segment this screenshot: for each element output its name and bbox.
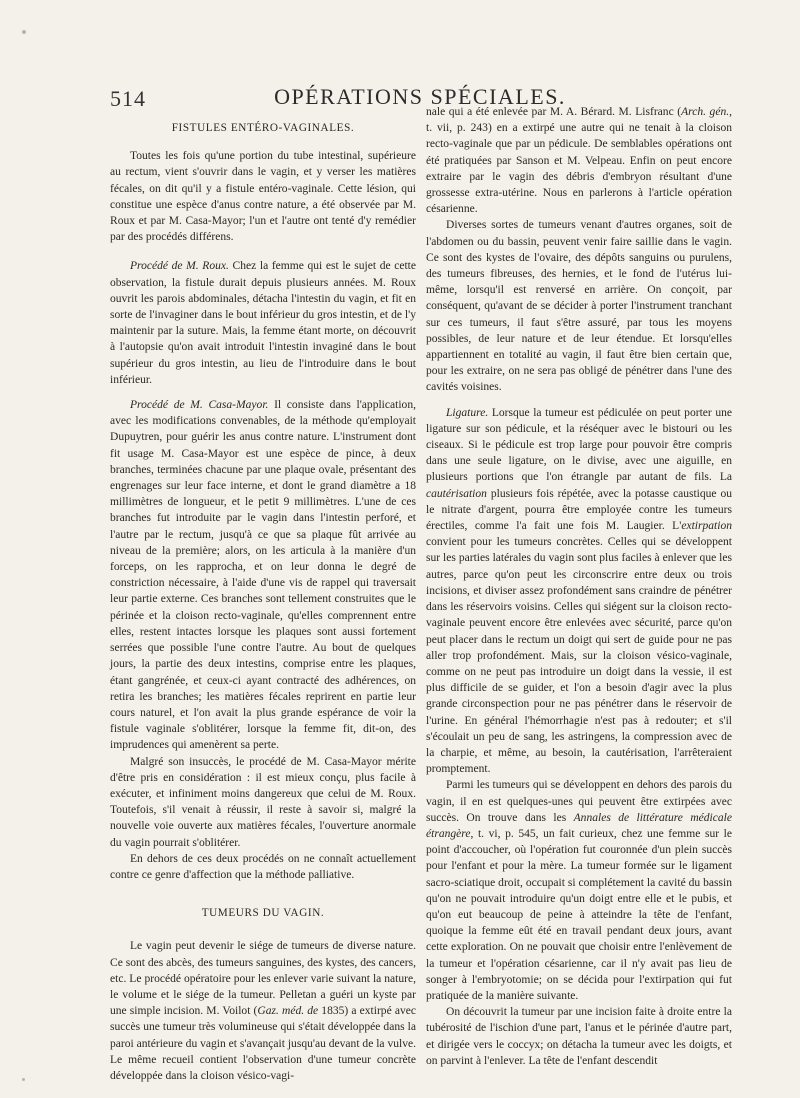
paragraph: nale qui a été enlevée par M. A. Bérard. M. Lisfranc (Arch. gén., t. vii, p. 243) en a extirpé une autre qui ne tenait à la cloison recto-vaginale que par un pédicule. De semblables opérations ont été pratiquées par Sanson et M. Velpeau. Enfin on peut encore extraire par le vagin des débris d'embryon résultant d'une grossesse extra-utérine. Nous en parlerons à l'article opération césarienne. [426,106,732,216]
citation: Annales de littérature médicale étrangère [426,811,732,840]
paragraph: Toutes les fois qu'une portion du tube intestinal, supérieure au rectum, vient s'ouvrir dans le vagin, et y verser les matières fécales, on dit qu'il y a fistule entéro-vaginale. Cette lésion, qui constitue une espèce d'anus contre nature, a été observée par M. Roux et par M. Casa-Mayor; l'un et l'autre ont tenté d'y remédier par des procédés différens. [110,150,416,244]
right-column [426,104,732,1069]
procedure-title: Procédé de M. Roux. [130,260,229,273]
paragraph: Procédé de M. Casa-Mayor. Il consiste dans l'application, avec les modifications convenables, de la méthode qu'employait Dupuytren, pour guérir les anus contre nature. L'instrument dont fit usage M. Casa-Mayor est une espèce de pince, à deux branches, terminées chacune par une plaque ovale, présentant des engrenages sur leur face interne, et dont le grand diamètre a 18 millimètres de longueur, et le petit 9 millimètres. L'une de ces branches fut introduite par le vagin dans l'intestin perforé, et l'autre par le rectum, jusqu'à ce que sa plaque fût arrivée au niveau de la première; alors, on les articula à la manière d'un forceps, on les rapprocha, et on leur donna le degré de constriction nécessaire, à l'aide d'une vis de rappel qui traversait leur partie externe. Ces branches sont tellement construites que le périnée et la cloison recto-vaginale, qu'elles comprennent entre elles, restent intactes lorsque les plaques sont aussi fortement serrées que possible l'une contre l'autre. Au bout de quelques jours, la partie des deux intestins, comprise entre les plaques, étant gangrénée, et ceux-ci ayant contracté des adhérences, on retira les branches; les matières fécales reprirent en partie leur cours naturel, et l'on avait la plus grande espérance de voir la fistule vaginale s'oblitérer, lorsque la femme fit, dit-on, des imprudences qui amenèrent sa perte. [110,399,416,752]
paragraph: En dehors de ces deux procédés on ne connaît actuellement contre ce genre d'affection que la méthode palliative. [110,852,416,881]
paper-speck [22,30,26,34]
paragraph: Procédé de M. Roux. Chez la femme qui est le sujet de cette observation, la fistule durait depuis plusieurs années. M. Roux ouvrit les parois abdominales, détacha l'intestin du vagin, et fit en sorte de l'invaginer dans le bout inférieur du gros intestin, et de l'y maintenir par la suture. Mais, la femme étant morte, on découvrit à l'autopsie qu'on avait introduit l'intestin invaginé dans le bout supérieur du gros intestin, au lieu de l'introduire dans le bout inférieur. [110,260,417,386]
term: cautérisation [426,487,487,500]
left-column [110,120,416,1084]
paragraph: Ligature. Lorsque la tumeur est pédiculée on peut porter une ligature sur son pédicule, et la réséquer avec le bistouri ou les ciseaux. Si le pédicule est trop large pour pouvoir être compris dans une seule ligature, on le divise, avec une aiguille, en plusieurs portions que l'on étrangle par autant de fils. La cautérisation plusieurs fois répétée, avec la potasse caustique ou le nitrate d'argent, pourra être employée contre les tumeurs érectiles, comme l'a fait une fois M. Laugier. L'extirpation convient pour les tumeurs concrètes. Celles qui se développent sur les parties latérales du vagin sont plus faciles à enlever que les autres, parce qu'on peut les circonscrire entre deux ou trois incisions, et diviser assez profondément sans craindre de pénétrer dans les réservoirs voisins. Celles qui siégent sur la cloison recto-vaginale peuvent encore être enlevées avec sécurité, parce qu'on peut placer dans le rectum un doigt qui sert de guide pour ne pas aller trop profondément. Mais, sur la cloison vésico-vaginale, comme on ne peut pas introduire un doigt dans la vessie, il est plus difficile de se guider, et l'on a besoin d'agir avec la plus grande circonspection pour ne pas pénétrer dans le réservoir de l'urine. En général l'hémorrhagie n'est pas à redouter; et s'il s'écoulait un peu de sang, les astringens, la compression avec de la charpie, et même, au besoin, la cautérisation, l'arrêteraient promptement. [426,406,732,776]
citation: Gaz. méd. de [257,1005,319,1018]
paragraph: Diverses sortes de tumeurs venant d'autres organes, soit de l'abdomen ou du bassin, peuvent venir faire saillie dans le vagin. Ce sont des kystes de l'ovaire, des dépôts sanguins ou purulens, des tumeurs fibreuses, des hernies, et le fond de l'utérus lui-même, lorsqu'il est renversé en arrière. On conçoit, par conséquent, qu'avant de se décider à porter l'instrument tranchant sur ces tumeurs, il faut s'être assuré, par tous les moyens possibles, de leur nature et de leur étendue. Et lorsqu'elles appartiennent en totalité au vagin, il faut être bien certain que, pour les extraire, on ne sera pas obligé de pénétrer dans l'une des cavités voisines. [426,219,732,394]
paragraph: On découvrit la tumeur par une incision faite à droite entre la tubérosité de l'ischion d'une part, l'anus et le périnée d'autre part, et dirigée vers le coccyx; on détacha la tumeur avec les doigts, et on parvint à l'enlever. La tête de l'enfant descendit [426,1006,732,1067]
procedure-title: Procédé de M. Casa-Mayor. [130,399,269,412]
procedure-title: Ligature. [446,406,489,419]
paragraph: Parmi les tumeurs qui se développent en dehors des parois du vagin, il en est quelques-unes qui peuvent être extirpées avec succès. On trouve dans les Annales de littérature médicale étrangère, t. vi, p. 545, un fait curieux, chez une femme sur le point d'accoucher, où l'opération fut couronnée d'un plein succès pour l'enfant et pour la mère. La tumeur formée sur le ligament sacro-sciatique droit, occupait si complétement la cavité du bassin qu'on ne pouvait introduire qu'un doigt entre elle et le pubis, et qu'on eut beaucoup de peine à atteindre la tête de l'enfant, quoique la femme eût été en travail pendant deux jours, avant cette exploration. On ne pouvait que choisir entre l'enlèvement de la tumeur et l'opération césarienne, car il n'y avait pas lieu de songer à l'embryotomie; on se décida pour l'extirpation qui fut pratiquée de la manière suivante. [426,779,732,1002]
citation: Arch. gén. [681,106,730,118]
term: extirpation [681,520,732,533]
paragraph: Malgré son insuccès, le procédé de M. Casa-Mayor mérite d'être pris en considération : il est mieux conçu, plus facile à exécuter, et infiniment moins dangereux que celui de M. Roux. Toutefois, s'il venait à réussir, il reste à savoir si, malgré la nouvelle voie ouverte aux matières fécales, l'ouverture anormale du vagin pourrait s'oblitérer. [110,755,416,849]
page-title: OPÉRATIONS SPÉCIALES. [274,84,566,109]
paper-speck [22,1078,25,1081]
section-heading-fistules: FISTULES ENTÉRO-VAGINALES. [171,122,355,134]
section-heading-tumeurs: TUMEURS DU VAGIN. [201,907,325,920]
paragraph: Le vagin peut devenir le siége de tumeurs de diverse nature. Ce sont des abcès, des tumeurs sanguines, des kystes, des cancers, etc. Le procédé opératoire pour les enlever varie suivant la nature, le volume et le siége de la tumeur. Pelletan a guéri un kyste par une simple incision. M. Voilot (Gaz. méd. de 1835) a extirpé avec succès une tumeur très volumineuse qui s'était développée dans la paroi antérieure du vagin et s'avançait jusqu'au devant de la vulve. Le même recueil contient l'observation d'une tumeur concrète développée dans la cloison vésico-vagi- [110,940,416,1082]
page-number: 514 [110,86,146,111]
